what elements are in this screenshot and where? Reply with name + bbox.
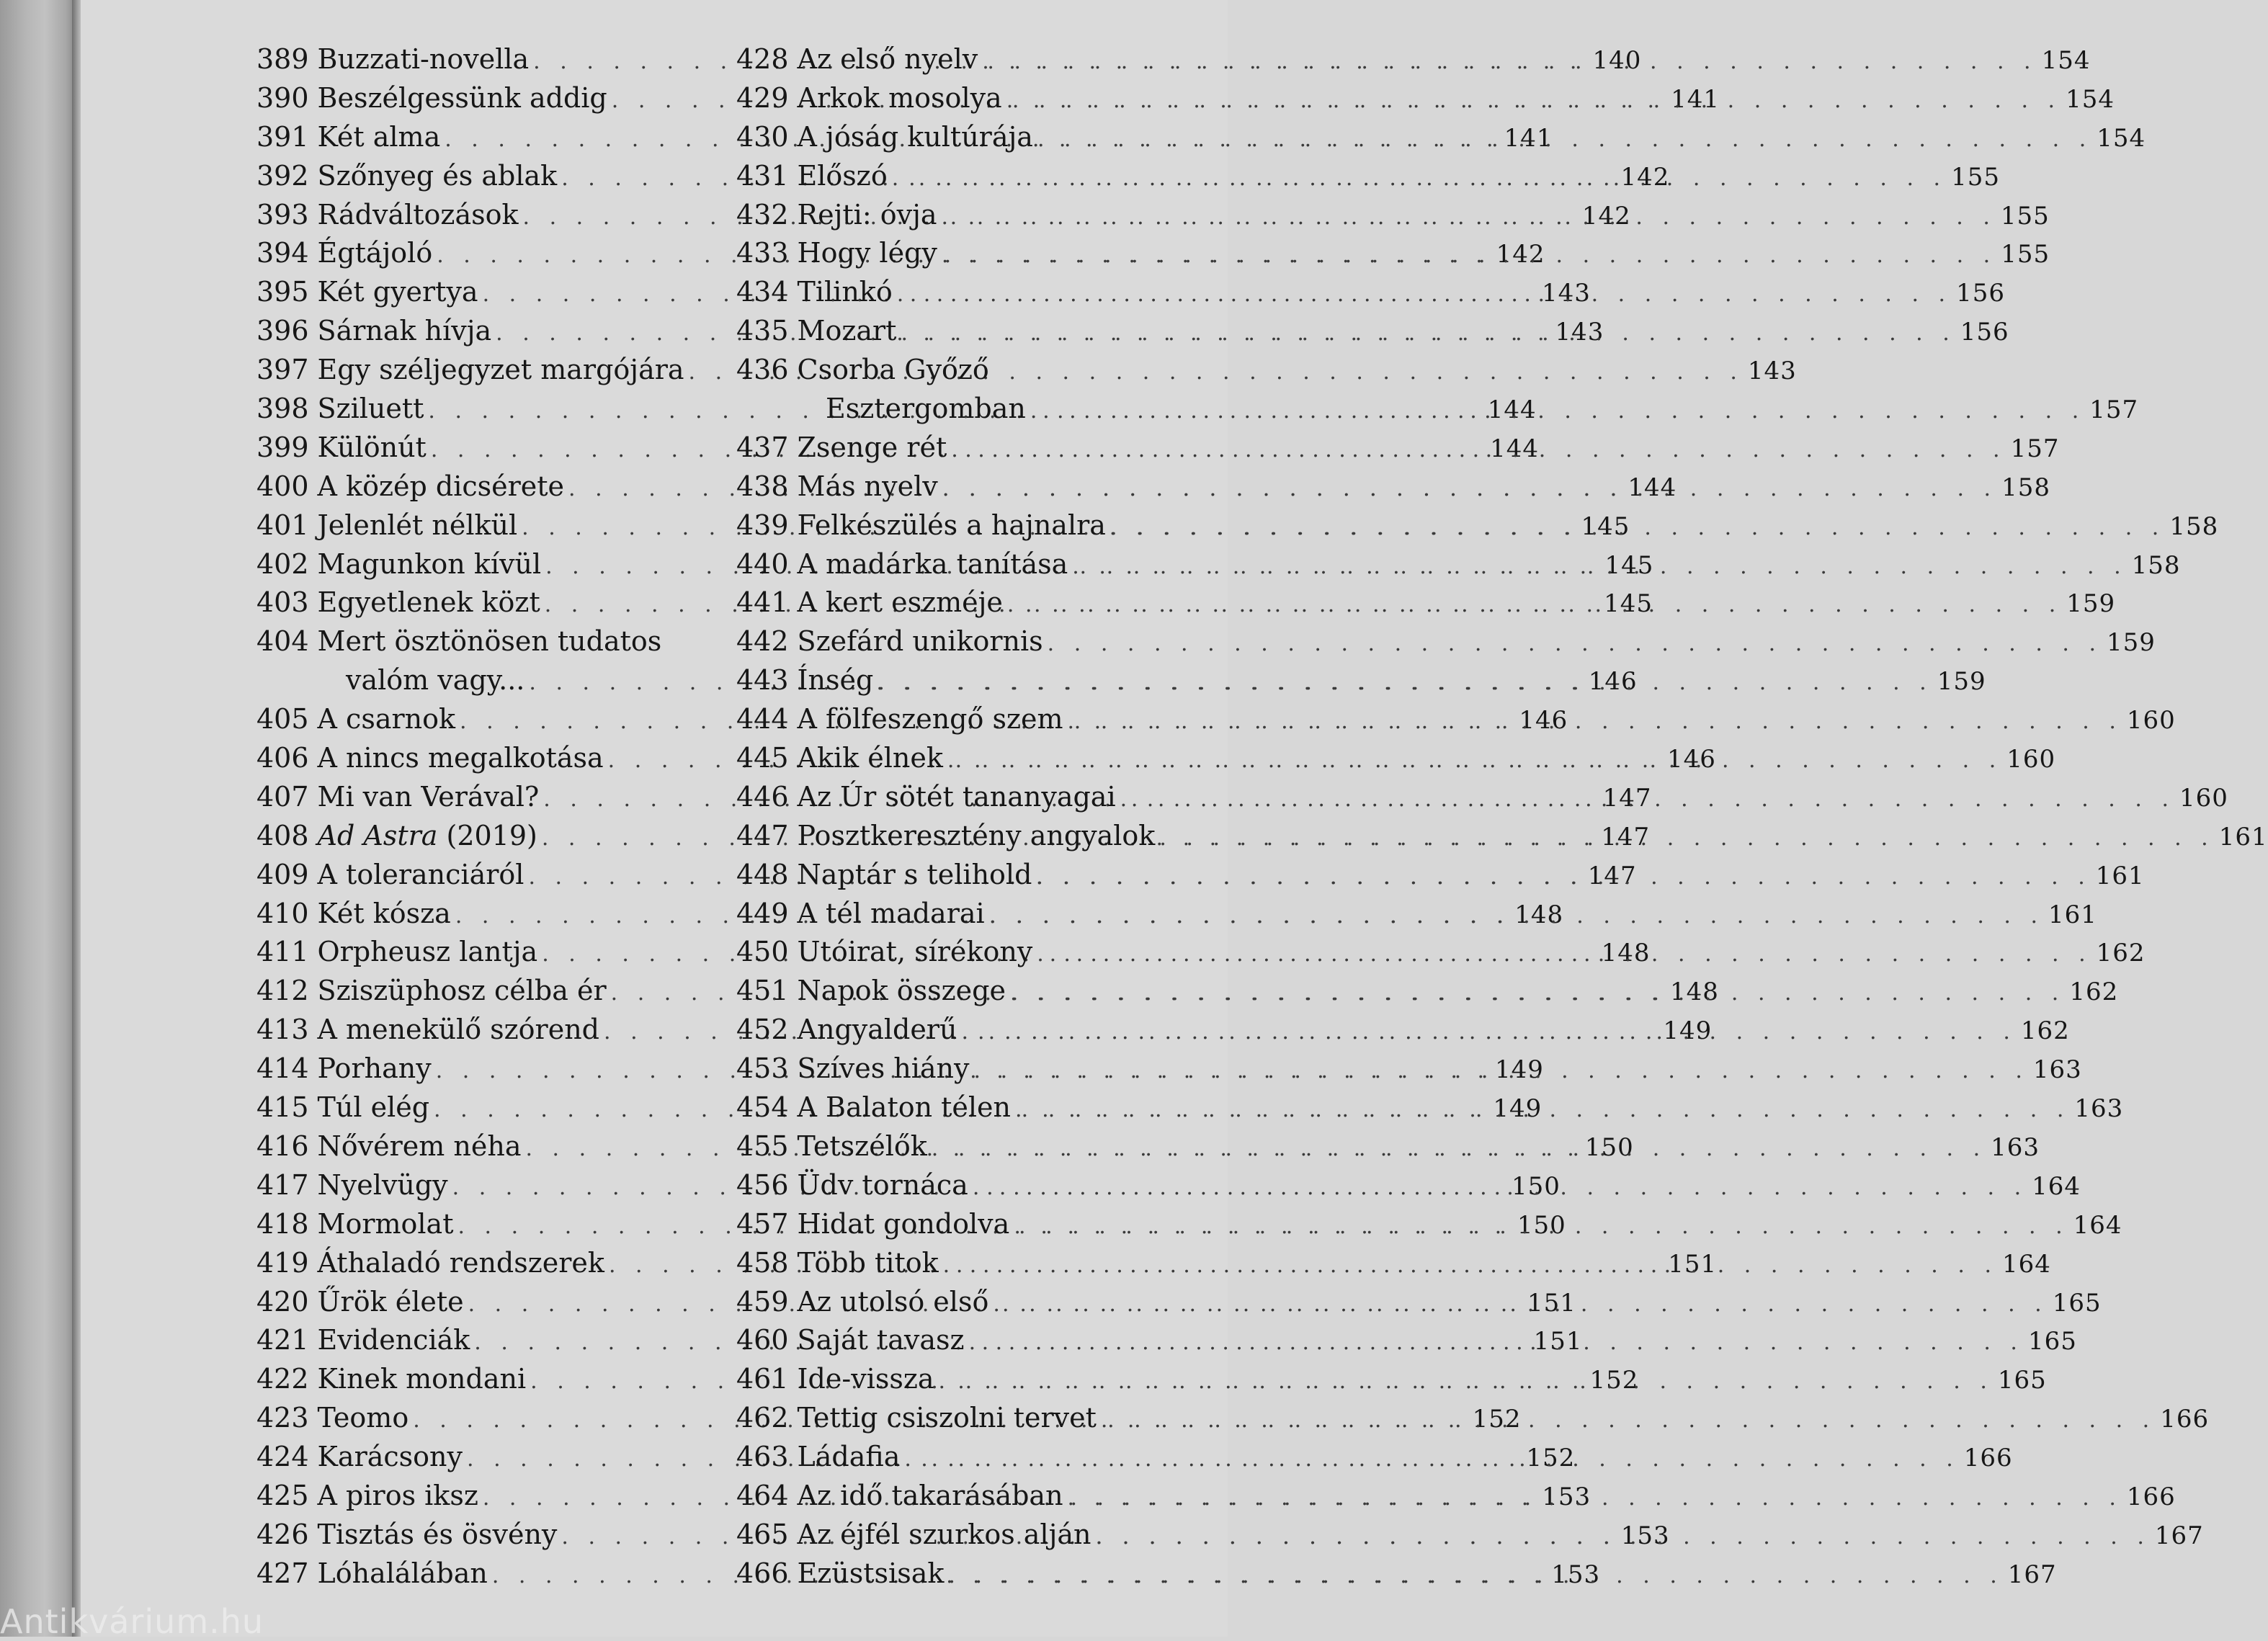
entry-page-number: 160 — [2006, 745, 2056, 774]
dot-leader — [982, 43, 2037, 81]
entry-number: 453 — [736, 1052, 789, 1085]
dot-leader — [973, 1168, 2027, 1207]
entry-number: 445 — [736, 742, 789, 774]
entry-page-number: 140 — [1592, 46, 1642, 75]
entry-title: Az idő takarásában — [797, 1479, 1063, 1511]
entry-number: 412 — [256, 975, 309, 1007]
entry-title: Tilinkó — [797, 276, 893, 308]
dot-leader — [1037, 120, 2092, 159]
dot-leader — [1036, 858, 2091, 897]
entry-number: 444 — [736, 703, 789, 735]
entry-title: Üdv tornáca — [797, 1168, 968, 1201]
entry-title: Ezüstsisak — [797, 1557, 945, 1589]
entry-title: A csarnok — [317, 703, 456, 735]
entry-page-number: 165 — [2052, 1288, 2102, 1318]
entry-number: 451 — [736, 975, 789, 1007]
dot-leader — [1101, 1401, 2156, 1440]
entry-title: Orpheusz lantja — [317, 936, 538, 968]
entry-title: Kinek mondani — [317, 1363, 527, 1395]
entry-page-number: 142 — [1581, 201, 1631, 231]
entry-title: Magunkon kívül — [317, 547, 542, 580]
entry-title: Az utolsó első — [797, 1285, 989, 1318]
entry-page-number: 141 — [1671, 84, 1720, 114]
entry-title: Áthaladó rendszerek — [317, 1246, 604, 1279]
dot-leader — [904, 1440, 1959, 1479]
entry-title: Hidat gondolva — [797, 1207, 1010, 1240]
dot-leader — [1010, 974, 2065, 1013]
dot-leader — [1068, 1479, 2122, 1518]
entry-number: 455 — [736, 1130, 789, 1162]
entry-number: 408 — [256, 819, 309, 851]
entry-number: 439 — [736, 509, 789, 541]
dot-leader — [1072, 547, 2127, 586]
entry-page-number: 162 — [2069, 978, 2119, 1007]
entry-number: 454 — [736, 1091, 789, 1124]
entry-page-number: 149 — [1495, 1055, 1544, 1085]
entry-number: 421 — [256, 1324, 309, 1356]
entry-number: 449 — [736, 897, 789, 929]
dot-leader — [1110, 509, 2165, 547]
entry-title: Mert ösztönösen tudatos — [317, 625, 662, 658]
entry-number: 448 — [736, 858, 789, 890]
entry-title: Az Úr sötét tananyagai — [797, 780, 1116, 813]
entry-page-number: 150 — [1511, 1171, 1561, 1201]
entry-page-number: 163 — [1991, 1132, 2040, 1162]
entry-title: Jelenlét nélkül — [317, 509, 518, 541]
entry-title: Saját tavasz — [797, 1324, 965, 1356]
entry-number: 401 — [256, 509, 309, 541]
entry-title: Az éjfél szurkos alján — [797, 1518, 1091, 1550]
entry-number: 404 — [256, 625, 309, 658]
dot-leader — [1015, 1091, 2070, 1130]
entry-number: 423 — [256, 1402, 309, 1434]
entry-title: Posztkeresztény angyalok — [797, 819, 1156, 851]
entry-page-number: 148 — [1601, 939, 1651, 968]
dot-leader — [1068, 702, 2122, 741]
entry-page-number: 145 — [1604, 589, 1653, 619]
dot-leader — [932, 1130, 1986, 1168]
entry-number: 462 — [736, 1402, 789, 1434]
dot-leader — [947, 741, 2002, 780]
entry-number: 431 — [736, 159, 789, 192]
entry-page-number: 145 — [1581, 511, 1630, 541]
entry-page-number: 153 — [1620, 1521, 1670, 1550]
entry-page-number: 151 — [1527, 1288, 1576, 1318]
entry-number: 416 — [256, 1130, 309, 1162]
entry-number: 457 — [736, 1207, 789, 1240]
entry-number: 452 — [736, 1014, 789, 1046]
entry-page-number: 161 — [2218, 822, 2268, 851]
entry-title: A toleranciáról — [317, 858, 524, 890]
entry-number: 393 — [256, 198, 309, 231]
entry-title: Az első nyelv — [797, 43, 978, 75]
entry-number: 424 — [256, 1441, 309, 1473]
entry-number: 417 — [256, 1168, 309, 1201]
entry-title: Egyetlenek közt — [317, 586, 540, 619]
entry-number: 390 — [256, 81, 309, 114]
entry-number: 436 — [736, 354, 789, 386]
entry-number: 406 — [256, 742, 309, 774]
entry-page-number: 149 — [1493, 1094, 1542, 1124]
entry-number: 427 — [256, 1557, 309, 1589]
entry-number: 434 — [736, 276, 789, 308]
dot-leader — [942, 198, 1996, 237]
entry-number: 394 — [256, 237, 309, 269]
entry-number: 446 — [736, 780, 789, 813]
entry-page-number: 159 — [2066, 589, 2116, 619]
entry-page-number: 167 — [2007, 1560, 2057, 1589]
entry-page-number: 152 — [1472, 1405, 1522, 1434]
entry-title-italic: Ad Astra — [317, 819, 438, 851]
entry-title: Teomo — [317, 1402, 409, 1434]
entry-page-number: 166 — [2126, 1482, 2176, 1511]
entry-title: A fölfeszengő szem — [797, 703, 1063, 735]
dot-leader — [939, 1362, 1994, 1401]
dot-leader — [1006, 81, 2061, 120]
entry-title: A tél madarai — [797, 897, 985, 929]
entry-title: Több titok — [797, 1246, 939, 1279]
entry-title: Két alma — [317, 120, 441, 153]
entry-title: Különút — [317, 431, 427, 463]
entry-title: Lóhalálában — [317, 1557, 488, 1589]
entry-page-number: 150 — [1584, 1132, 1634, 1162]
dot-leader — [1030, 392, 2085, 431]
entry-number: 440 — [736, 547, 789, 580]
entry-page-number: 141 — [1504, 123, 1553, 153]
entry-title: A nincs megalkotása — [317, 742, 604, 774]
entry-title: Szefárd unikornis — [797, 625, 1043, 658]
entry-page-number: 151 — [1533, 1327, 1583, 1356]
dot-leader — [1007, 586, 2062, 625]
entry-page-number: 142 — [1496, 240, 1545, 269]
entry-title: Utóirat, sírékony — [797, 936, 1033, 968]
entry-number: 395 — [256, 276, 309, 308]
entry-page-number: 144 — [1628, 473, 1677, 502]
entry-title-rest: (2019) — [437, 819, 537, 851]
entry-title: A madárka tanítása — [797, 547, 1068, 580]
entry-number: 422 — [256, 1363, 309, 1395]
toc-entry — [256, 622, 683, 661]
entry-number: 426 — [256, 1518, 309, 1550]
entry-page-number: 167 — [2154, 1521, 2204, 1550]
entry-number: 466 — [736, 1557, 789, 1589]
entry-page-number: 157 — [2010, 434, 2060, 463]
entry-title: Sziszüphosz célba ér — [317, 975, 607, 1007]
entry-page-number: 156 — [1956, 279, 2005, 308]
entry-title: Mormolat — [317, 1207, 454, 1240]
entry-number: 450 — [736, 936, 789, 968]
dot-leader — [901, 314, 1955, 353]
entry-title: Naptár s telihold — [797, 858, 1032, 890]
entry-title: Napok összege — [797, 975, 1006, 1007]
entry-page-number: 158 — [2169, 511, 2219, 541]
dot-leader — [878, 663, 1932, 702]
entry-number: 420 — [256, 1285, 309, 1318]
entry-title: Arkok mosolya — [797, 81, 1002, 114]
entry-number: 418 — [256, 1207, 309, 1240]
entry-title-continuation: valóm vagy... — [346, 664, 525, 697]
entry-number: 441 — [736, 586, 789, 619]
entry-page-number: 164 — [2073, 1210, 2122, 1240]
entry-title: Előszó — [797, 159, 888, 192]
dot-leader — [943, 1246, 1998, 1285]
entry-page-number: 152 — [1526, 1444, 1576, 1473]
entry-page-number: 161 — [2048, 900, 2097, 929]
entry-number: 437 — [736, 431, 789, 463]
entry-page-number: 161 — [2095, 861, 2145, 890]
entry-title: Ínség — [797, 664, 874, 697]
entry-page-number: 157 — [2089, 395, 2139, 425]
entry-page-number: 152 — [1589, 1366, 1639, 1395]
entry-title: Rádváltozások — [317, 198, 519, 231]
entry-number: 413 — [256, 1014, 309, 1046]
entry-page-number: 143 — [1541, 279, 1591, 308]
entry-page-number: 158 — [2001, 473, 2050, 502]
entry-number: 410 — [256, 897, 309, 929]
entry-title: Felkészülés a hajnalra — [797, 509, 1106, 541]
entry-page-number: 160 — [2179, 783, 2228, 813]
entry-title: Zsenge rét — [797, 431, 947, 463]
entry-title: Akik élnek — [797, 742, 943, 774]
dot-leader — [993, 1285, 2048, 1324]
entry-page-number: 160 — [2126, 706, 2176, 735]
entry-number: 405 — [256, 703, 309, 735]
entry-title: Túl elég — [317, 1091, 430, 1124]
entry-number: 464 — [736, 1479, 789, 1511]
entry-title: Szíves hiány — [797, 1052, 970, 1085]
entry-page-number: 146 — [1588, 667, 1638, 697]
entry-page-number: 162 — [2020, 1016, 2070, 1046]
entry-page-number: 166 — [2160, 1405, 2210, 1434]
entry-title: Angyalderű — [797, 1014, 957, 1046]
entry-number: 459 — [736, 1285, 789, 1318]
entry-number: 460 — [736, 1324, 789, 1356]
entry-page-number: 162 — [2096, 939, 2146, 968]
entry-title: Rejti: óvja — [797, 198, 937, 231]
entry-page-number: 143 — [1747, 357, 1797, 386]
dot-leader — [1159, 819, 2214, 858]
entry-page-number: 163 — [2032, 1055, 2082, 1085]
entry-number: 396 — [256, 315, 309, 347]
entry-number: 435 — [736, 315, 789, 347]
entry-title: Űrök élete — [317, 1285, 464, 1318]
entry-title: A kert eszméje — [797, 586, 1003, 619]
entry-title: Porhany — [317, 1052, 432, 1085]
entry-page-number: 155 — [2001, 240, 2050, 269]
dot-leader — [948, 1557, 2003, 1596]
entry-title: A menekülő szórend — [317, 1014, 599, 1046]
entry-number: 463 — [736, 1441, 789, 1473]
entry-number: 392 — [256, 159, 309, 192]
entry-title: Csorba Győző — [797, 354, 989, 386]
entry-title: Buzzati-novella — [317, 43, 530, 75]
entry-number: 402 — [256, 547, 309, 580]
entry-number: 432 — [736, 198, 789, 231]
entry-title: Más nyelv — [797, 470, 938, 502]
entry-page-number: 153 — [1551, 1560, 1601, 1589]
entry-page-number: 150 — [1517, 1210, 1566, 1240]
entry-page-number: 149 — [1663, 1016, 1713, 1046]
entry-title: Mi van Verával? — [317, 780, 540, 813]
entry-page-number: 159 — [1937, 667, 1986, 697]
dot-leader — [1120, 780, 2175, 819]
entry-number: 443 — [736, 664, 789, 697]
dot-leader — [897, 275, 1952, 314]
entry-number: 407 — [256, 780, 309, 813]
entry-title: Két kósza — [317, 897, 451, 929]
entry-title-continuation: Esztergomban — [826, 393, 1026, 425]
entry-number: 399 — [256, 431, 309, 463]
entry-page-number: 151 — [1668, 1249, 1718, 1279]
entry-number: 389 — [256, 43, 309, 75]
dot-leader — [1096, 1518, 2151, 1557]
entry-title: Nyelvügy — [317, 1168, 448, 1201]
entry-title: Mozart — [797, 315, 897, 347]
entry-page-number: 146 — [1667, 745, 1716, 774]
entry-title: Szőnyeg és ablak — [317, 159, 558, 192]
entry-page-number: 164 — [2032, 1171, 2081, 1201]
dot-leader — [1048, 625, 2102, 663]
entry-number: 415 — [256, 1091, 309, 1124]
entry-page-number: 147 — [1587, 861, 1637, 890]
entry-title: A közép dicsérete — [317, 470, 565, 502]
entry-page-number: 155 — [1951, 162, 2000, 192]
entry-number: 458 — [736, 1246, 789, 1279]
entry-page-number: 142 — [1620, 162, 1670, 192]
entry-title — [318, 817, 537, 856]
entry-page-number: 159 — [2107, 628, 2156, 658]
entry-title: Nővérem néha — [317, 1130, 522, 1162]
dot-leader — [962, 1013, 2017, 1052]
entry-title: Sziluett — [317, 393, 424, 425]
entry-page-number: 143 — [1555, 318, 1604, 347]
dot-leader — [892, 159, 1947, 198]
entry-title: Egy széljegyzet margójára — [317, 354, 684, 386]
entry-page-number: 166 — [1963, 1444, 2013, 1473]
entry-page-number: 144 — [1487, 395, 1537, 425]
entry-number: 465 — [736, 1518, 789, 1550]
entry-title: A jóság kultúrája — [797, 120, 1033, 153]
toc-entry — [736, 351, 1170, 390]
entry-number: 419 — [256, 1246, 309, 1279]
entry-number: 391 — [256, 120, 309, 153]
entry-page-number: 165 — [2027, 1327, 2077, 1356]
dot-leader — [974, 1052, 2029, 1091]
entry-title: Ide-vissza — [797, 1363, 934, 1395]
entry-title: Két gyertya — [317, 276, 478, 308]
entry-number: 430 — [736, 120, 789, 153]
entry-title: Tettig csiszolni tervet — [797, 1402, 1097, 1434]
entry-page-number: 147 — [1601, 822, 1651, 851]
entry-title: Égtájoló — [317, 237, 433, 269]
entry-page-number: 158 — [2131, 550, 2181, 580]
dot-leader — [969, 1323, 2024, 1362]
entry-title: A Balaton télen — [797, 1091, 1012, 1124]
dot-leader — [942, 470, 1997, 509]
entry-number: 414 — [256, 1052, 309, 1085]
entry-number: 398 — [256, 393, 309, 425]
entry-number: 438 — [736, 470, 789, 502]
dot-leader — [989, 897, 2044, 936]
entry-page-number: 145 — [1604, 550, 1654, 580]
entry-page-number: 163 — [2074, 1094, 2124, 1124]
book-binding — [0, 0, 75, 1637]
dot-leader — [951, 431, 2006, 470]
dot-leader — [1037, 935, 2091, 974]
entry-page-number: 155 — [2000, 201, 2050, 231]
entry-page-number: 144 — [1490, 434, 1540, 463]
entry-page-number: 148 — [1514, 900, 1564, 929]
entry-number: 461 — [736, 1363, 789, 1395]
entry-title: Tisztás és ösvény — [317, 1518, 558, 1550]
entry-title: Evidenciák — [317, 1324, 470, 1356]
entry-title: A piros iksz — [317, 1479, 478, 1511]
entry-page-number: 148 — [1670, 978, 1719, 1007]
entry-number: 433 — [736, 237, 789, 269]
entry-title: Beszélgessünk addig — [317, 81, 607, 114]
entry-page-number: 146 — [1519, 706, 1568, 735]
entry-number: 403 — [256, 586, 309, 619]
entry-page-number: 165 — [1997, 1366, 2047, 1395]
entry-number: 456 — [736, 1168, 789, 1201]
entry-number: 429 — [736, 81, 789, 114]
entry-page-number: 153 — [1542, 1482, 1591, 1511]
entry-title: Tetszélők — [797, 1130, 927, 1162]
entry-title: Ládafia — [797, 1441, 901, 1473]
entry-number: 411 — [256, 936, 309, 968]
entry-title: Sárnak hívja — [317, 315, 492, 347]
watermark: Antikvárium.hu — [0, 1602, 264, 1641]
entry-number: 397 — [256, 354, 309, 386]
toc-entry — [736, 622, 2156, 661]
entry-number: 428 — [736, 43, 789, 75]
entry-page-number: 154 — [2097, 123, 2146, 153]
entry-page-number: 147 — [1602, 783, 1652, 813]
entry-number: 409 — [256, 858, 309, 890]
entry-title: Hogy légy — [797, 237, 937, 269]
dot-leader — [942, 236, 1996, 275]
entry-page-number: 156 — [1960, 318, 2009, 347]
entry-number: 400 — [256, 470, 309, 502]
entry-number: 442 — [736, 625, 789, 658]
entry-title: Karácsony — [317, 1441, 463, 1473]
entry-page-number: 154 — [2066, 84, 2115, 114]
entry-number: 425 — [256, 1479, 309, 1511]
entry-page-number: 154 — [2041, 46, 2091, 75]
entry-number: 447 — [736, 819, 789, 851]
dot-leader — [1014, 1207, 2068, 1246]
entry-page-number: 164 — [2001, 1249, 2051, 1279]
